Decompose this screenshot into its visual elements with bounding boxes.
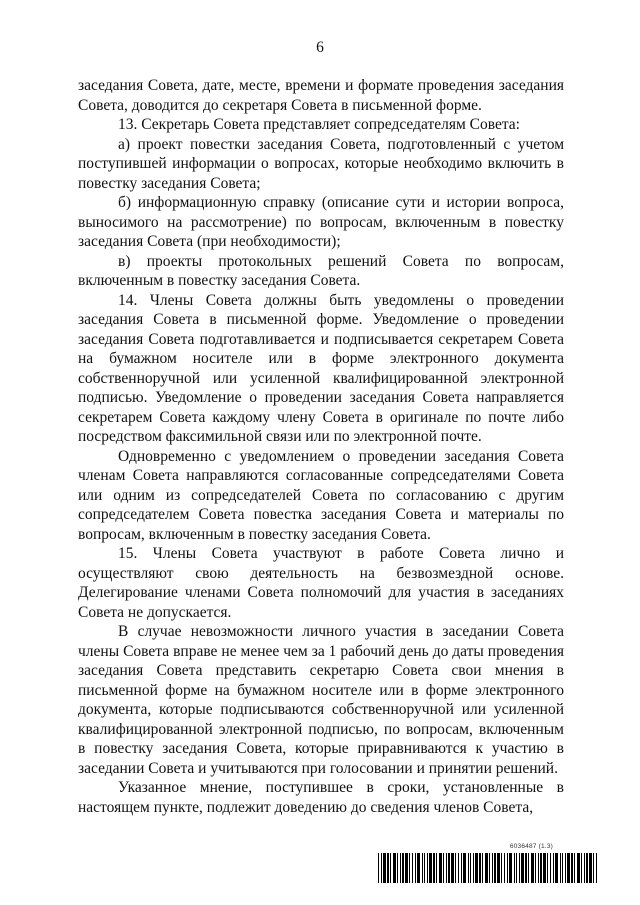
document-barcode	[378, 843, 598, 889]
barcode-number: 6036487 (1.3)	[509, 843, 553, 850]
barcode-icon	[378, 853, 598, 883]
paragraph: 13. Секретарь Совета представляет сопредседателям Совета:	[118, 116, 520, 133]
page-number: 6	[316, 39, 324, 56]
paragraph: заседания Совета, дате, месте, времени и формате проведения заседания Совета, доводится до секретаря Совета в письменной форме.	[78, 77, 564, 114]
document-body	[78, 76, 564, 817]
paragraph: в) проекты протокольных решений Совета по вопросам, включенным в повестку заседания Совета.	[78, 252, 564, 289]
paragraph: Указанное мнение, поступившее в сроки, установленные в настоящем пункте, подлежит доведению до сведения членов Совета,	[78, 779, 564, 816]
paragraph: Одновременно с уведомлением о проведении заседания Совета членам Совета направляются согласованные сопредседателями Совета или одним из сопредседателей Совета по согласованию с другим сопредседателем Совета повестка заседания Совета и материалы по вопросам, включенным в повестку заседания Совета.	[78, 447, 564, 543]
paragraph: 15. Члены Совета участвуют в работе Совета лично и осуществляют свою деятельность на безвозмездной основе. Делегирование членами Совета полномочий для участия в заседаниях Совета не допускается.	[78, 545, 564, 621]
paragraph: б) информационную справку (описание сути и истории вопроса, выносимого на рассмотрение) по вопросам, включенным в повестку заседания Совета (при необходимости);	[78, 194, 564, 250]
paragraph: а) проект повестки заседания Совета, подготовленный с учетом поступившей информации о вопросах, которые необходимо включить в повестку заседания Совета;	[78, 135, 564, 192]
paragraph: 14. Члены Совета должны быть уведомлены о проведении заседания Совета в письменной форме. Уведомление о проведении заседания Совета подготавливается и подписывается секретарем Совета на бумажном носителе или в форме электронного документа собственноручной или усиленной квалифицированной электронной подписью. Уведомление о проведении заседания Совета направляется секретарем Совета каждому члену Совета в оригинале по почте либо посредством факсимильной связи или по электронной почте.	[78, 291, 564, 445]
paragraph: В случае невозможности личного участия в заседании Совета члены Совета вправе не менее чем за 1 рабочий день до даты проведения заседания Совета представить секретарю Совета свои мнения в письменной форме на бумажном носителе или в форме электронного документа, которые подписываются собственноручной или усиленной квалифицированной электронной подписью, по вопросам, включенным в повестку заседания Совета, которые приравниваются к участию в заседании Совета и учитываются при голосовании и принятии решений.	[78, 623, 564, 777]
